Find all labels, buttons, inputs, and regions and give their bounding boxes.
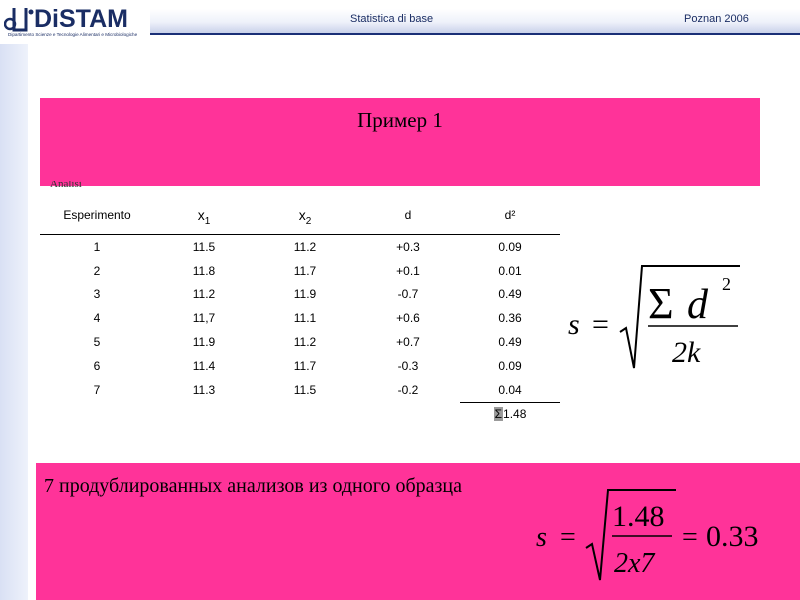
data-table [40, 196, 560, 426]
cell-d2: 0.04 [498, 382, 522, 397]
formula2-result: 0.33 [706, 520, 759, 553]
table-row [40, 354, 560, 378]
cell-x1: 11.2 [192, 287, 216, 302]
cell-experiment: 7 [93, 382, 101, 397]
col-header-x1: $x_1$ [154, 196, 254, 235]
x2-subscript: 2 [305, 216, 312, 227]
cell-x1: 11.3 [192, 382, 216, 397]
cell-x2: 11.9 [293, 287, 317, 302]
cell-d: -0.7 [397, 287, 419, 302]
table-header-row [40, 196, 560, 235]
formula1-numerator-var: d [687, 282, 708, 328]
formula1-sum-symbol: Σ [648, 279, 674, 328]
logo-subtitle: Dipartimento Scienze e Tecnologie Alimentari e Microbiologiche [8, 32, 138, 37]
slide-title: Пример 1 [357, 108, 443, 132]
table-row [40, 235, 560, 259]
formula1-exponent: 2 [722, 274, 731, 294]
cell-d2: 0.09 [498, 358, 522, 373]
formula1-lhs: s [568, 308, 580, 341]
table-row [40, 283, 560, 307]
cell-experiment: 2 [93, 263, 101, 278]
bottom-caption: 7 продублированных анализов из одного образца [44, 475, 462, 497]
col-header-d: d [356, 196, 460, 235]
formula2-numerator: 1.48 [612, 500, 665, 533]
cell-d: +0.1 [396, 263, 420, 278]
header-location-year: Poznan 2006 [684, 13, 749, 25]
table-row [40, 378, 560, 402]
std-dev-formula [562, 256, 752, 372]
col-header-esperimento: Esperimento [40, 196, 154, 235]
sigma-symbol: Σ [494, 407, 503, 422]
header [0, 0, 800, 44]
table-row [40, 306, 560, 330]
sum-value: 1.48 [503, 407, 527, 422]
table-row [40, 259, 560, 283]
cell-x2: 11.2 [293, 239, 317, 254]
cell-d2: 0.09 [498, 239, 522, 254]
col-header-d2: d² [460, 196, 560, 235]
formula1-denominator: 2k [672, 336, 701, 369]
cell-x2: 11.1 [293, 311, 317, 326]
sum-cell [460, 402, 560, 426]
cell-d: +0.6 [396, 311, 420, 326]
side-strip [0, 44, 28, 600]
title-box [40, 98, 760, 186]
cell-x1: 11,7 [192, 311, 216, 326]
cell-d2: 0.49 [498, 287, 522, 302]
table-row [40, 330, 560, 354]
cell-d2: 0.01 [498, 263, 522, 278]
partially-hidden-label: Analisi [50, 181, 82, 187]
formula1-equals: = [592, 308, 609, 341]
cell-d: -0.3 [397, 358, 419, 373]
col-header-x2: $x_2$ [254, 196, 356, 235]
result-formula [530, 480, 780, 584]
cell-x2: 11.7 [293, 263, 317, 278]
distam-logo [4, 2, 150, 42]
cell-experiment: 6 [93, 358, 101, 373]
logo-mark-icon [4, 4, 34, 34]
table-sum-row [40, 402, 560, 426]
formula2-equals-2: = [682, 522, 698, 553]
cell-experiment: 4 [93, 311, 101, 326]
formula2-equals: = [560, 522, 576, 553]
x1-subscript: 1 [204, 216, 211, 227]
cell-experiment: 5 [93, 335, 101, 350]
header-bar [150, 9, 800, 35]
cell-d: -0.2 [397, 382, 419, 397]
cell-experiment: 3 [93, 287, 101, 302]
cell-x1: 11.4 [192, 358, 216, 373]
header-course-title: Statistica di base [350, 13, 434, 25]
cell-x1: 11.5 [192, 239, 216, 254]
cell-d2: 0.49 [498, 335, 522, 350]
formula2-lhs: s [536, 522, 547, 553]
cell-x2: 11.7 [293, 358, 317, 373]
cell-d2: 0.36 [498, 311, 522, 326]
cell-x1: 11.8 [192, 263, 216, 278]
cell-x2: 11.2 [293, 335, 317, 350]
cell-x2: 11.5 [293, 382, 317, 397]
logo-text: DiSTAM [34, 5, 128, 33]
cell-d: +0.3 [396, 239, 420, 254]
cell-d: +0.7 [396, 335, 420, 350]
cell-x1: 11.9 [192, 335, 216, 350]
formula2-denominator: 2x7 [614, 548, 655, 579]
cell-experiment: 1 [93, 239, 101, 254]
